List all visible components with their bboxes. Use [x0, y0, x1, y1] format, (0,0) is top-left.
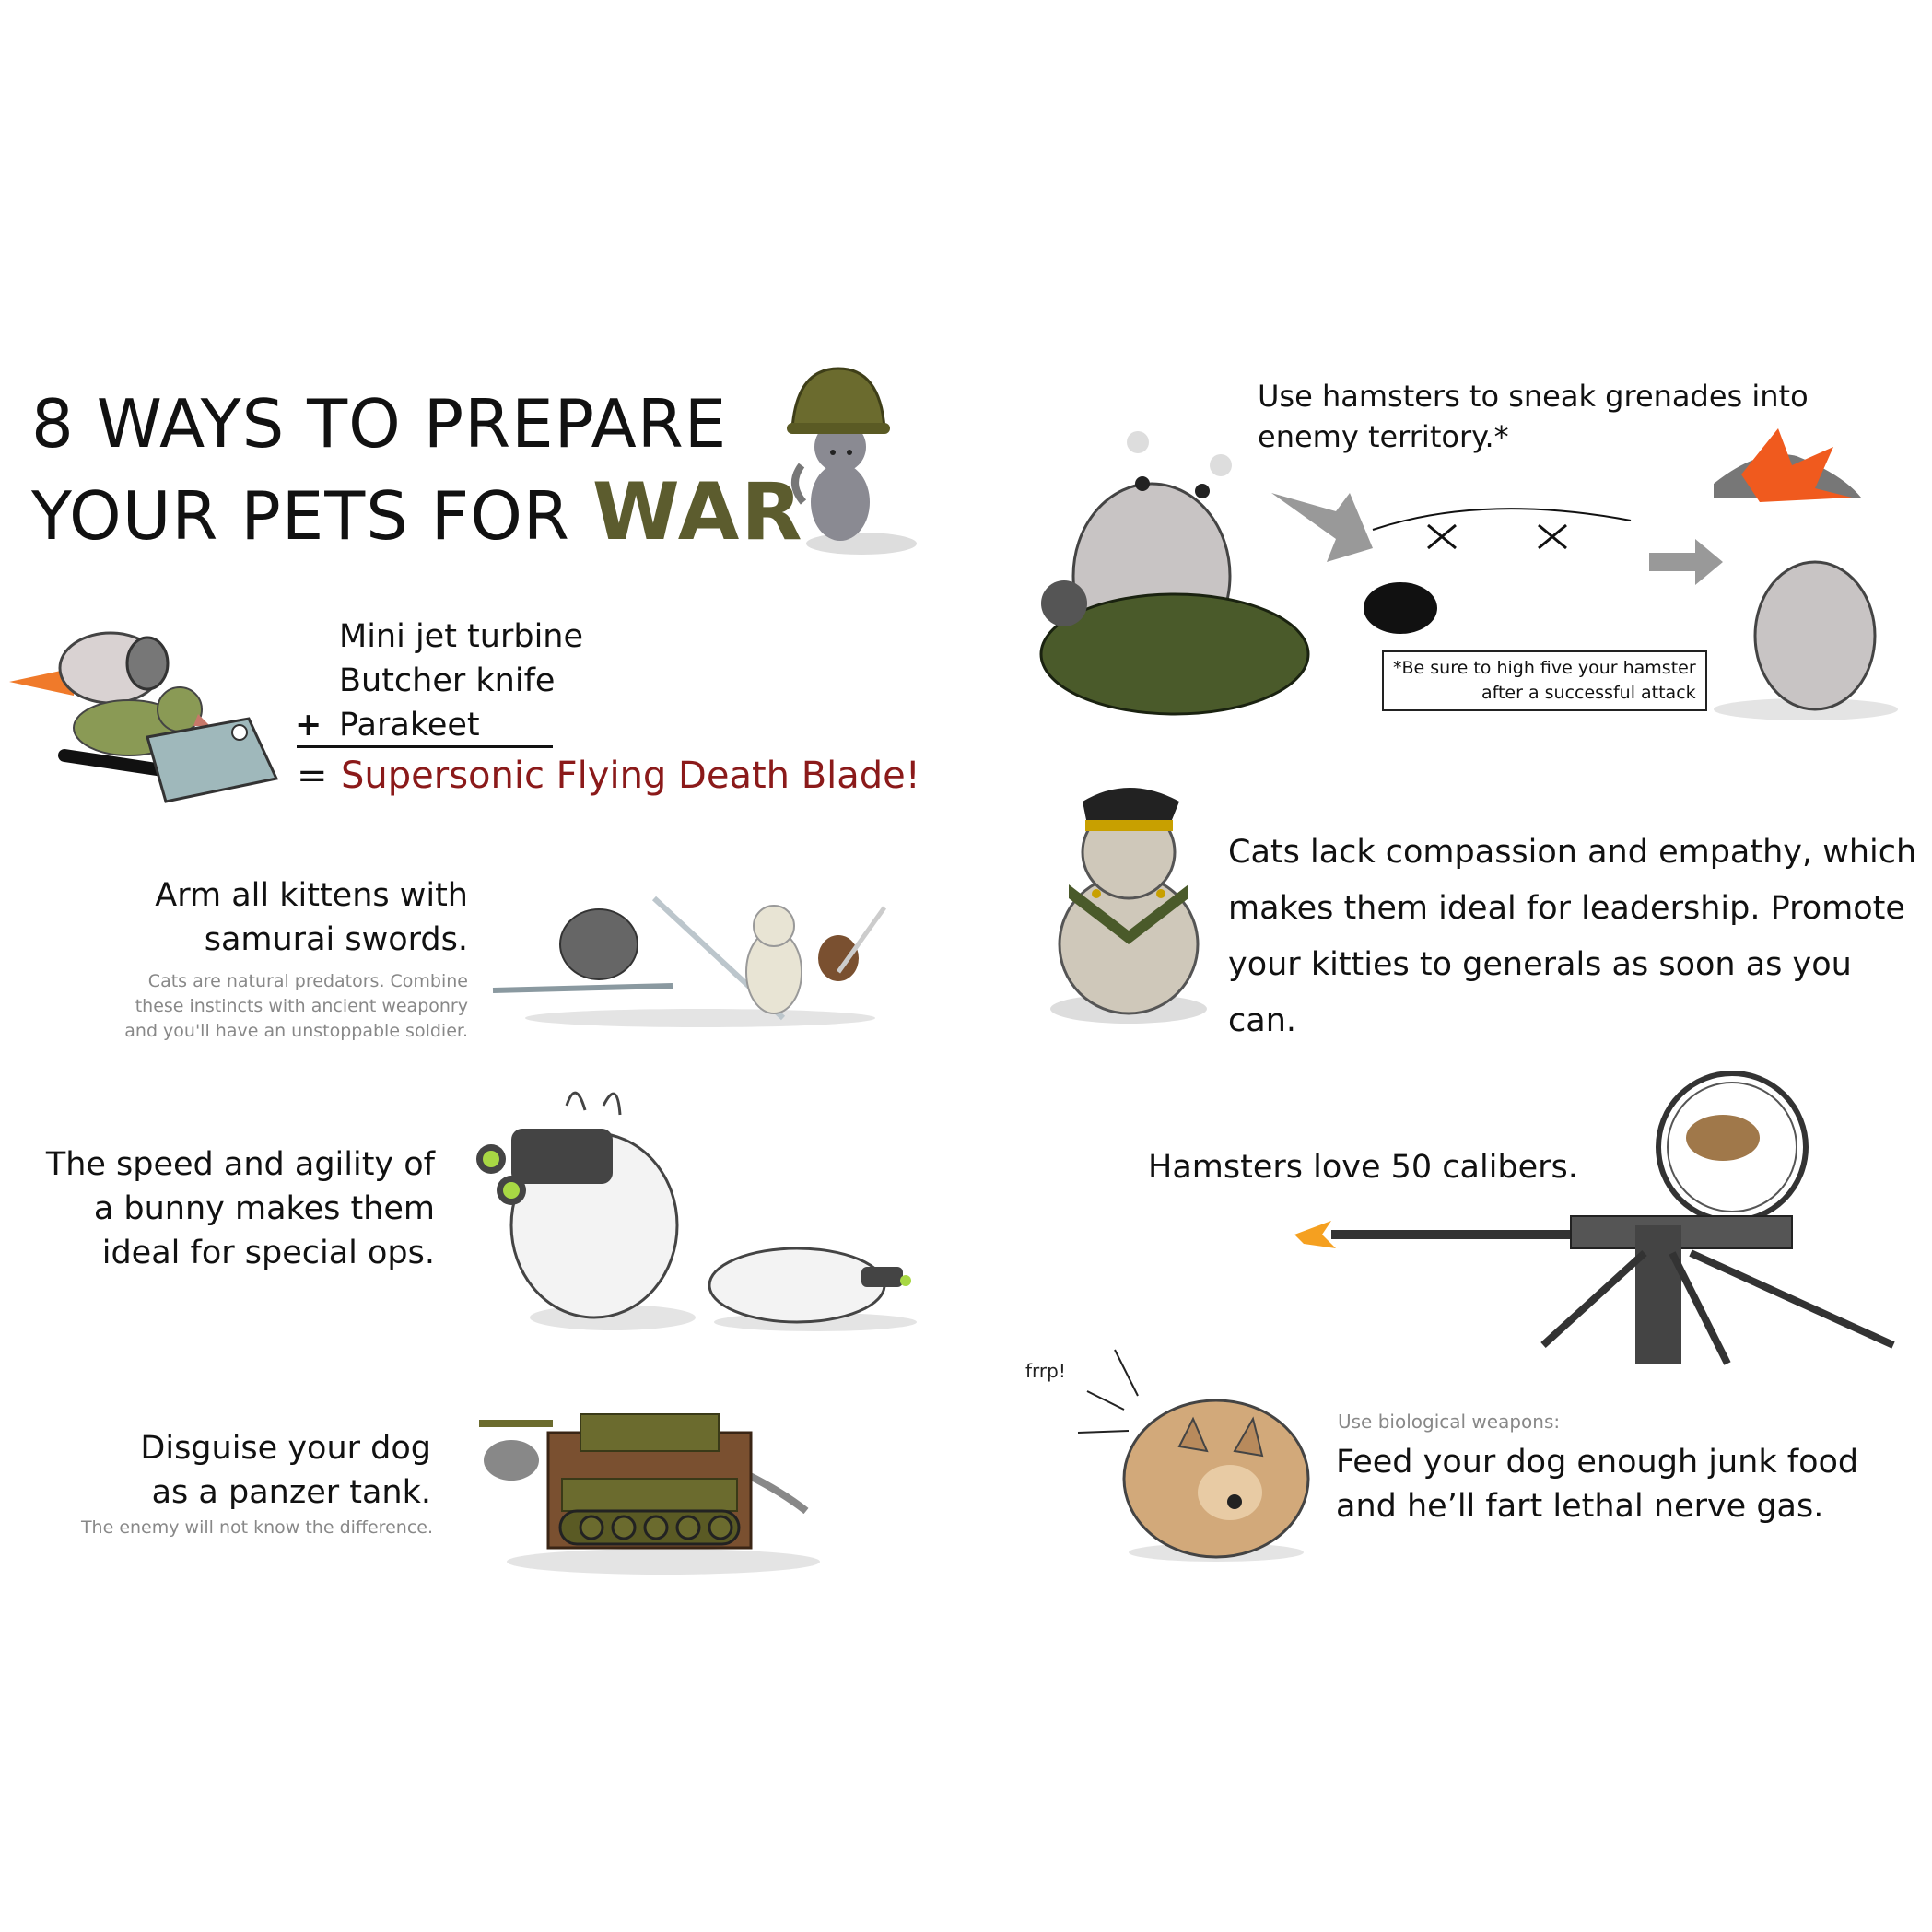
ingredient-1: Mini jet turbine [339, 618, 584, 655]
parakeet-ingredients [295, 615, 583, 747]
hamster-footnote-line-1: *Be sure to high five your hamster [1393, 658, 1696, 678]
samurai-kittens-illustration [488, 889, 894, 1027]
plus-sign: + [295, 707, 322, 744]
hamster-footnote-line-2: after a successful attack [1481, 683, 1696, 703]
dog-gas-heading: Feed your dog enough junk food and he’ll fart lethal nerve gas. [1336, 1444, 1859, 1525]
bloated-dog-illustration [1115, 1382, 1317, 1566]
title-line-1: 8 WAYS TO PREPARE [31, 385, 728, 463]
dog-tank-note: The enemy will not know the difference. [80, 1517, 433, 1538]
special-ops-bunny-illustration [465, 1087, 926, 1336]
ingredient-2: Butcher knife [339, 662, 556, 699]
hamster-grenade-heading: Use hamsters to sneak grenades into enemy territory.* [1258, 379, 1809, 454]
dog-tank-illustration [479, 1391, 820, 1575]
kittens-heading: Arm all kittens with samurai swords. [155, 877, 468, 958]
cat-general-illustration [1032, 774, 1235, 1027]
hamster-wheel-machine-gun-illustration [1294, 1069, 1903, 1373]
parakeet-result-row [297, 752, 920, 800]
hamster-gun-heading: Hamsters love 50 calibers. [1148, 1149, 1578, 1186]
dog-tank-heading: Disguise your dog as a panzer tank. [140, 1430, 431, 1511]
kittens-note: Cats are natural predators. Combine these instincts with ancient weaponry and you'll have an unstoppable soldier. [124, 971, 468, 1041]
ingredient-3-row [295, 703, 583, 747]
parakeet-illustration [9, 608, 286, 820]
helmet-kitten-illustration [783, 364, 912, 562]
parakeet-result: Supersonic Flying Death Blade! [341, 755, 920, 797]
page-title [31, 380, 804, 560]
cat-general-heading: Cats lack compassion and empathy, which makes them ideal for leadership. Promote your kitties to generals as soon as you can. [1228, 834, 1917, 1039]
equals-sign: = [297, 755, 328, 797]
bunny-heading: The speed and agility of a bunny makes them ideal for special ops. [45, 1146, 435, 1271]
ingredient-3: Parakeet [339, 707, 480, 744]
dog-gas-label: Use biological weapons: [1338, 1411, 1561, 1433]
sum-divider [297, 745, 553, 748]
title-line-2: YOUR PETS FOR WAR [31, 466, 804, 558]
hamster-footnote-box [1382, 650, 1707, 711]
title-accent-war: WAR [591, 466, 804, 558]
fart-sound: frrp! [1025, 1360, 1066, 1382]
